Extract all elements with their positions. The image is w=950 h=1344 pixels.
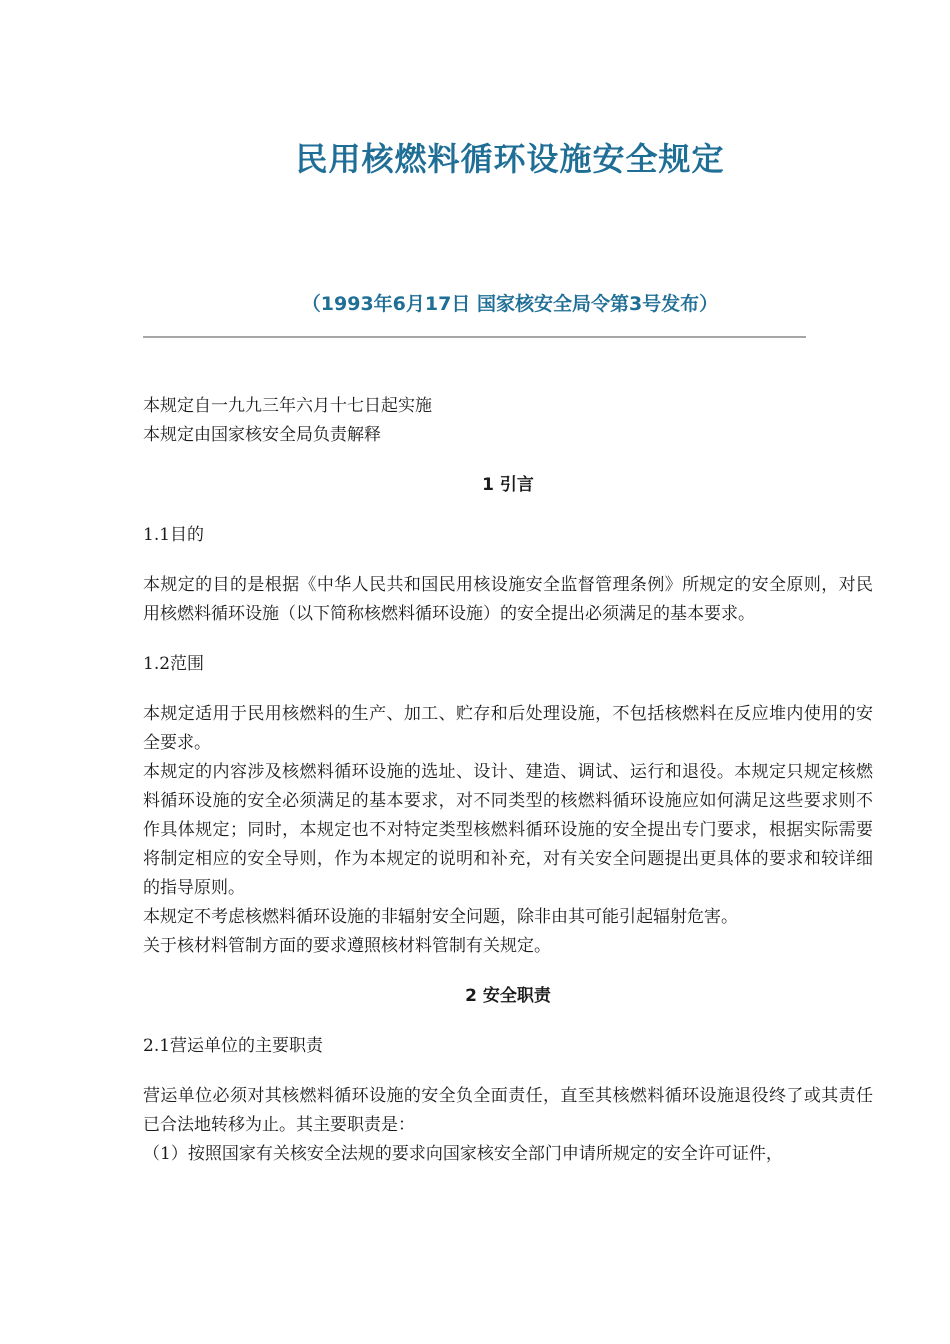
section-1-2-paragraph-4: 关于核材料管制方面的要求遵照核材料管制有关规定。 bbox=[143, 936, 551, 956]
section-2-1-item-1: （1）按照国家有关核安全法规的要求向国家核安全部门申请所规定的安全许可证件， bbox=[143, 1144, 783, 1164]
divider-rule bbox=[143, 336, 806, 338]
section-2-1-heading: 2.1营运单位的主要职责 bbox=[143, 1036, 324, 1056]
section-1-1-heading: 1.1目的 bbox=[143, 525, 205, 545]
document-body bbox=[143, 392, 873, 1169]
document-subtitle: （1993年6月17日 国家核安全局令第3号发布） bbox=[301, 293, 719, 315]
section-1-2-heading: 1.2范围 bbox=[143, 654, 205, 674]
intro-line-interpretation: 本规定由国家核安全局负责解释 bbox=[143, 425, 381, 445]
section-2-1-paragraph: 营运单位必须对其核燃料循环设施的安全负全面责任，直至其核燃料循环设施退役终了或其责任已合法地转移为止。其主要职责是： bbox=[143, 1086, 873, 1135]
section-1-2-paragraph-2: 本规定的内容涉及核燃料循环设施的选址、设计、建造、调试、运行和退役。本规定只规定核燃料循环设施的安全必须满足的基本要求，对不同类型的核燃料循环设施应如何满足这些要求则不作具体规定；同时，本规定也不对特定类型核燃料循环设施的安全提出专门要求，根据实际需要将制定相应的安全导则，作为本规定的说明和补充，对有关安全问题提出更具体的要求和较详细的指导原则。 bbox=[143, 762, 873, 898]
section-2-heading: 2 安全职责 bbox=[465, 986, 551, 1006]
intro-line-effective-date: 本规定自一九九三年六月十七日起实施 bbox=[143, 396, 432, 416]
section-1-2-paragraph-3: 本规定不考虑核燃料循环设施的非辐射安全问题，除非由其可能引起辐射危害。 bbox=[143, 907, 738, 927]
section-1-2-paragraph-1: 本规定适用于民用核燃料的生产、加工、贮存和后处理设施，不包括核燃料在反应堆内使用的安全要求。 bbox=[143, 704, 873, 753]
document-title: 民用核燃料循环设施安全规定 bbox=[295, 140, 725, 178]
section-1-heading: 1 引言 bbox=[482, 475, 534, 495]
section-1-1-paragraph: 本规定的目的是根据《中华人民共和国民用核设施安全监督管理条例》所规定的安全原则，对民用核燃料循环设施（以下简称核燃料循环设施）的安全提出必须满足的基本要求。 bbox=[143, 575, 873, 624]
